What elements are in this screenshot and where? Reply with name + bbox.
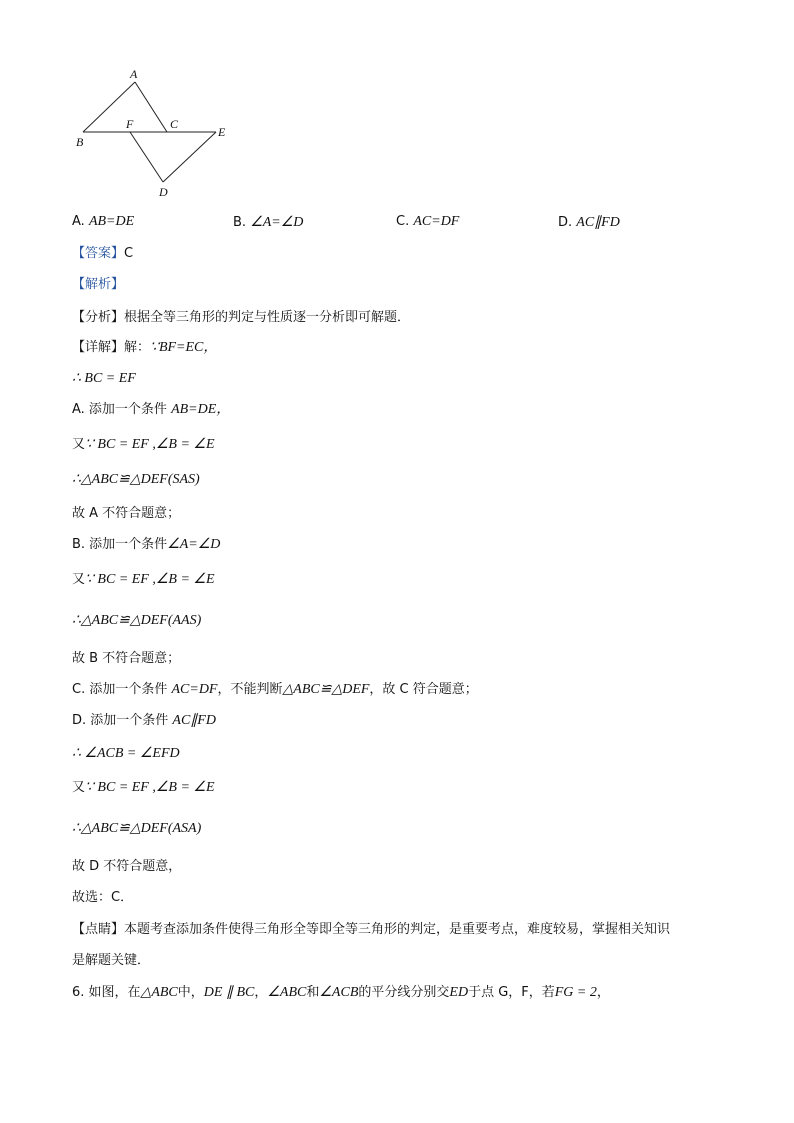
option-c: C. AC=DF (396, 214, 460, 229)
label-d: D (159, 185, 168, 199)
case-d-congruence: ∴△ABC≌△DEF(ASA) (72, 821, 202, 836)
final-choice: 故选：C． (72, 890, 134, 905)
analysis-tag-line (72, 276, 124, 294)
dianjing-line-2: 是解题关键． (72, 953, 151, 968)
case-d-conclusion: 故 D 不符合题意， (72, 859, 182, 874)
dianjing-line-1: 【点睛】本题考查添加条件使得三角形全等即全等三角形的判定，是重要考点，难度较易，掌握相关知识 (72, 922, 671, 937)
case-a-given: 又∵ BC = EF ,∠B = ∠E (72, 437, 215, 452)
answer-line (72, 245, 133, 263)
question-6: 6. 如图，在△ABC中，DE ∥ BC，∠ABC和∠ACB的平分线分别交ED于点 G，F，若FG = 2， (72, 985, 610, 1000)
label-e: E (218, 125, 226, 139)
figure-svg (70, 62, 240, 202)
step-bc-ef: ∴ BC = EF (72, 371, 136, 386)
case-a-congruence: ∴△ABC≌△DEF(SAS) (72, 472, 200, 487)
label-b: B (76, 135, 84, 149)
case-d-line: D. 添加一个条件 AC∥FD (72, 713, 216, 728)
case-b-conclusion: 故 B 不符合题意； (72, 651, 181, 666)
label-c: C (170, 117, 179, 131)
answer-tag: 【答案】 (72, 246, 125, 261)
fenxi-line: 【分析】根据全等三角形的判定与性质逐一分析即可解题． (72, 310, 411, 325)
case-b-congruence: ∴△ABC≌△DEF(AAS) (72, 613, 202, 628)
option-a: A. AB=DE (72, 214, 135, 229)
case-b-line: B. 添加一个条件∠A=∠D (72, 537, 221, 552)
analysis-tag: 【解析】 (72, 277, 125, 292)
label-f: F (126, 117, 134, 131)
option-b: B. ∠A=∠D (233, 215, 304, 230)
segment-ac (135, 82, 167, 132)
case-a-conclusion: 故 A 不符合题意； (72, 506, 181, 521)
triangle-figure (70, 62, 240, 202)
answer-value: C (124, 246, 134, 261)
segment-de (163, 132, 216, 182)
label-a: A (130, 67, 138, 81)
option-d: D. AC∥FD (558, 215, 620, 230)
case-b-given: 又∵ BC = EF ,∠B = ∠E (72, 572, 215, 587)
case-d-angles: ∴ ∠ACB = ∠EFD (72, 746, 180, 761)
case-a-line: A. 添加一个条件 AB=DE， (72, 402, 231, 417)
case-d-given: 又∵ BC = EF ,∠B = ∠E (72, 780, 215, 795)
segment-fd (130, 132, 163, 182)
xiangjie-line: 【详解】解：∵BF=EC， (72, 340, 218, 355)
case-c-line: C. 添加一个条件 AC=DF，不能判断△ABC≌△DEF，故 C 符合题意； (72, 682, 478, 697)
